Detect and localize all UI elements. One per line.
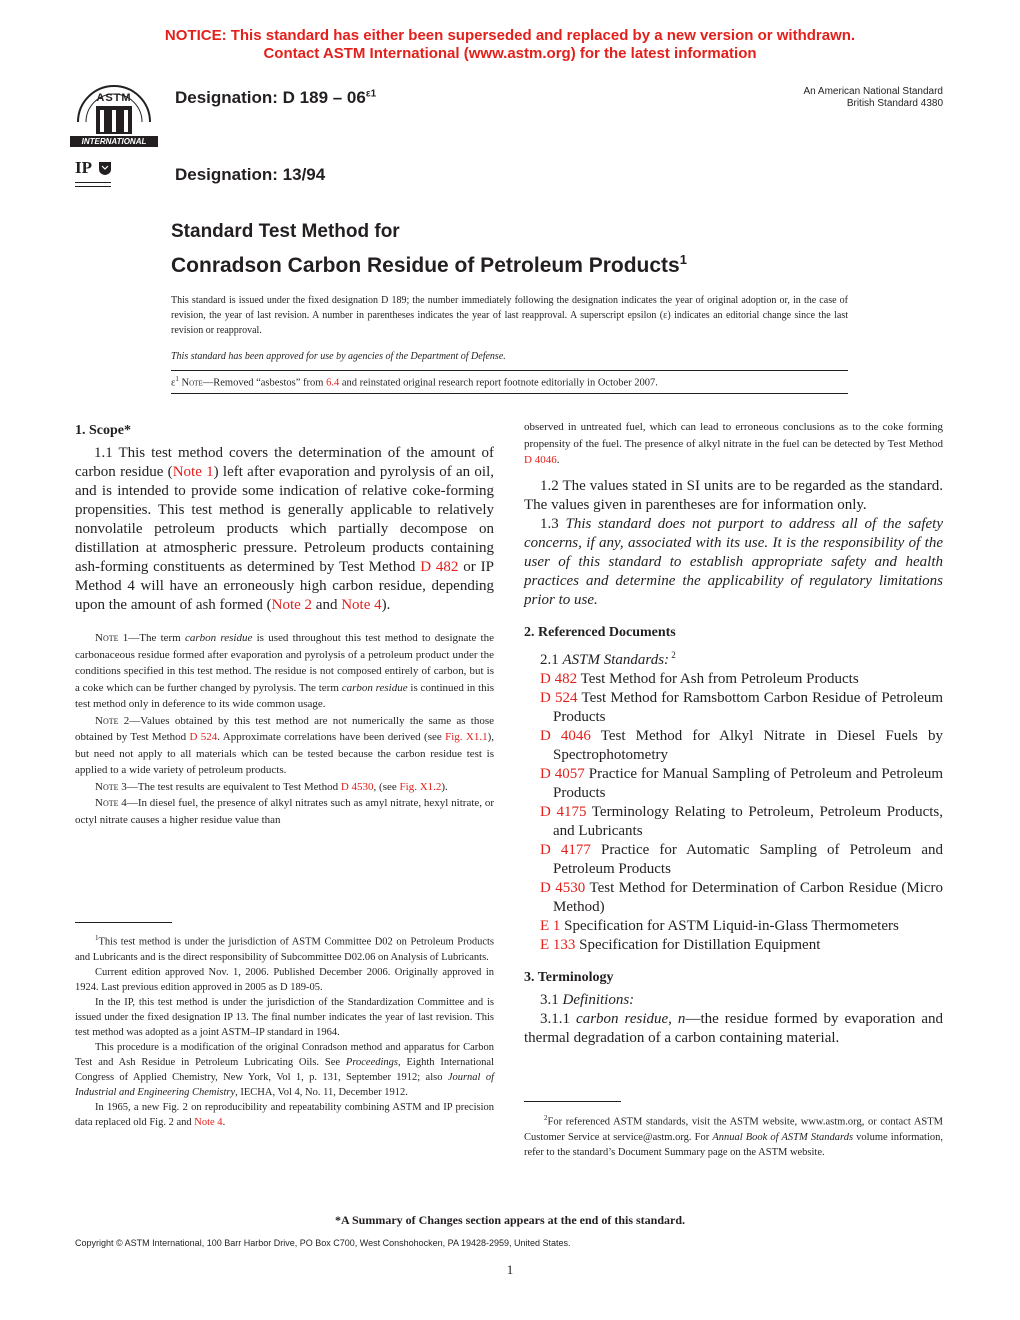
designation-text: Designation: D 189 – 06 — [175, 88, 366, 107]
terminology-3-1-num: 3.1 — [540, 991, 563, 1008]
ref-link-d4530[interactable]: D 4530 — [540, 879, 586, 896]
ref-text-d4057: Practice for Manual Sampling of Petroleum and Petroleum Products — [553, 765, 943, 801]
note-3-text-b: , (see — [373, 780, 400, 793]
ref-link-e1[interactable]: E 1 — [540, 917, 561, 934]
note-1 — [75, 630, 494, 713]
right-column — [524, 419, 943, 1048]
ref-link-d482[interactable]: D 482 — [540, 670, 578, 687]
note-2 — [75, 713, 494, 779]
footnote-1-p2: Current edition approved Nov. 1, 2006. Published December 2006. Originally approved in 1924. Last previous edition approved in 2005 as D 189-05. — [75, 966, 494, 993]
note-2-label: Note 2 — [95, 714, 130, 727]
title-line-2-text: Conradson Carbon Residue of Petroleum Products — [171, 254, 680, 277]
ref-item — [540, 841, 943, 879]
epsilon-symbol: ε — [171, 377, 176, 389]
footnote-1-p1 — [75, 931, 494, 965]
note-4 — [75, 795, 494, 828]
ref-item — [540, 727, 943, 765]
document-title — [171, 218, 687, 280]
ref-link-e133[interactable]: E 133 — [540, 936, 576, 953]
terminology-heading: 3. Terminology — [524, 969, 614, 985]
footnote-1-p5-b: . — [222, 1116, 226, 1128]
terminology-def-num: 3.1.1 — [540, 1010, 577, 1027]
note-3-text-a: —The test results are equivalent to Test Method — [126, 780, 341, 793]
link-fig-x1-1[interactable]: Fig. X1.1 — [445, 731, 488, 743]
note-3 — [75, 779, 494, 796]
footnote-2-text-a: For referenced ASTM standards, visit the ASTM website, www.astm.org, or contact ASTM Customer Service at service@astm.org. For — [524, 1116, 943, 1143]
editorial-note — [171, 370, 848, 394]
footnote-2-sup: 2 — [544, 1114, 548, 1122]
title-line-1: Standard Test Method for — [171, 221, 400, 242]
astm-logo-text: ASTM — [96, 92, 132, 104]
ip-logo-rule-2 — [75, 186, 111, 187]
references-2-1-label: ASTM Standards: — [562, 651, 670, 668]
scope-1-3-num: 1.3 — [540, 515, 566, 532]
ref-text-d482: Test Method for Ash from Petroleum Products — [577, 670, 859, 687]
footnote-1-p5 — [75, 1100, 494, 1130]
ip-logo-text: IP — [75, 158, 92, 177]
footnote-1-p4-a: This procedure is a modification of the original Conradson method and apparatus for Carbon Test and Ash Residue in Petroleum Lubricating Oils. See — [75, 1041, 494, 1068]
footnote-1-sup: 1 — [95, 934, 99, 942]
astm-logo — [66, 76, 162, 148]
link-d4046-note[interactable]: D 4046 — [524, 454, 557, 466]
link-d524-note[interactable]: D 524 — [189, 731, 218, 743]
ip-shield-icon — [98, 161, 112, 176]
footnote-1 — [75, 931, 494, 1130]
ip-logo — [75, 158, 115, 194]
ref-text-d4175: Terminology Relating to Petroleum, Petroleum Products, and Lubricants — [553, 803, 943, 839]
footnote-rule-left — [75, 922, 172, 923]
scope-1-1-text-c: or IP Method 4 will have an erroneously high carbon residue, depending upon the amount of ash formed ( — [75, 559, 494, 613]
scope-1-1-text-b: ) left after evaporation and pyrolysis of an oil, and is intended to provide some indication of relative coke-forming propensities. This test method is generally applicable to relatively nonvolatile petroleum products which partially decompose on distillation at atmospheric pressure. Petroleum products containing ash-forming constituents as determined by Test Method — [75, 464, 494, 575]
ref-text-d4530: Test Method for Determination of Carbon Residue (Micro Method) — [553, 879, 943, 915]
terminology-3-1-label: Definitions: — [562, 991, 635, 1008]
note-2-text-c: ), but need not apply to all materials which can be tested because the carbon residue test is applied to a wide variety of petroleum products. — [75, 731, 495, 776]
footnote-rule-right — [524, 1101, 621, 1102]
note-4-text-a: —In diesel fuel, the presence of alkyl nitrates such as amyl nitrate, hexyl nitrate, or octyl nitrate causes a higher residue value than — [75, 797, 494, 826]
note-3-label: Note 3 — [95, 780, 127, 793]
footnote-2 — [524, 1111, 943, 1160]
ref-item — [540, 803, 943, 841]
link-6-4[interactable]: 6.4 — [326, 377, 340, 389]
scope-1-1-end: ). — [381, 597, 391, 613]
link-note-4[interactable]: Note 4 — [341, 597, 382, 613]
notice-banner — [0, 27, 1020, 63]
note-4-cont-text: observed in untreated fuel, which can lead to erroneous conclusions as to the coke forming propensity of the fuel. The presence of alkyl nitrate in the fuel can be detected by Test Method — [524, 421, 943, 450]
ref-item — [540, 689, 943, 727]
editorial-note-text-b: and reinstated original research report footnote editorially in October 2007. — [339, 377, 658, 389]
note-2-text-a: —Values obtained by this test method are not numerically the same as those obtained by Test Method — [75, 714, 494, 743]
editorial-note-label: Note— — [178, 377, 214, 389]
footnote-1-p4-c: , IECHA, Vol 4, No. 11, December 1912. — [235, 1086, 408, 1098]
copyright: Copyright © ASTM International, 100 Barr Harbor Drive, PO Box C700, West Conshohocken, PA 19428-2959, United States. — [75, 1238, 571, 1248]
scope-1-2: 1.2 The values stated in SI units are to be regarded as the standard. The values given in parentheses are for information only. — [524, 477, 943, 513]
footnote-1-p4-proceedings: Proceedings — [345, 1056, 399, 1068]
footnote-2-text-b: volume information, refer to the standard’s Document Summary page on the ASTM website. — [524, 1131, 943, 1158]
note-3-text-c: ). — [441, 780, 448, 793]
page-number: 1 — [506, 1262, 514, 1277]
ref-item — [540, 670, 943, 689]
ref-item — [540, 765, 943, 803]
scope-1-3 — [524, 515, 943, 610]
national-standard — [803, 86, 943, 110]
designation-sup: ε1 — [365, 88, 377, 100]
left-column — [75, 421, 494, 828]
ref-text-e133: Specification for Distillation Equipment — [575, 936, 821, 953]
ip-designation: Designation: 13/94 — [175, 165, 326, 184]
notice-line-2: Contact ASTM International (www.astm.org) for the latest information — [263, 45, 757, 62]
terminology-def-text: —the residue formed by evaporation and thermal degradation of a carbon containing material. — [524, 1010, 943, 1046]
ref-item — [540, 917, 943, 936]
astm-designation — [175, 88, 376, 108]
ref-text-d524: Test Method for Ramsbottom Carbon Residue of Petroleum Products — [553, 689, 943, 725]
title-footnote-ref: 1 — [679, 252, 687, 267]
ref-link-d4175[interactable]: D 4175 — [540, 803, 587, 820]
scope-1-1 — [75, 444, 494, 615]
summary-of-changes-note: *A Summary of Changes section appears at the end of this standard. — [334, 1213, 686, 1227]
link-note-1[interactable]: Note 1 — [172, 464, 214, 480]
footnote-2-book: Annual Book of ASTM Standards — [712, 1131, 854, 1143]
note-1-label: Note 1 — [95, 632, 129, 644]
link-note-2[interactable]: Note 2 — [271, 597, 313, 613]
american-national-standard: An American National Standard — [803, 86, 943, 97]
references-footnote-ref: 2 — [669, 649, 676, 660]
footnote-1-p4-journal: Journal of Industrial and Engineering Chemistry — [75, 1071, 494, 1098]
editorial-note-text-a: Removed “asbestos” from — [213, 377, 327, 389]
note-2-text-b: . Approximate correlations have been derived (see — [217, 731, 446, 743]
references-2-1-num: 2.1 — [540, 651, 563, 668]
dod-approval: This standard has been approved for use by agencies of the Department of Defense. — [171, 351, 506, 362]
title-line-2 — [171, 246, 687, 280]
footnote-1-p3: In the IP, this test method is under the jurisdiction of the Standardization Committee and is issued under the fixed designation IP 13. The final number indicates the year of last revision. This test method was adopted as a joint ASTM–IP standard in 1964. — [75, 996, 494, 1038]
ref-link-d4046[interactable]: D 4046 — [540, 727, 591, 744]
ip-logo-rule — [75, 182, 111, 183]
scope-1-1-text-a: This test method covers the determination of the amount of carbon residue ( — [75, 445, 494, 480]
link-note-4-footnote[interactable]: Note 4 — [194, 1116, 223, 1128]
ref-link-d4177[interactable]: D 4177 — [540, 841, 591, 858]
note-1-term: carbon residue — [184, 632, 253, 644]
ref-link-d4057[interactable]: D 4057 — [540, 765, 585, 782]
footnote-1-p4 — [75, 1040, 494, 1100]
references-list — [524, 670, 943, 955]
link-d4530-note[interactable]: D 4530 — [340, 780, 374, 793]
british-standard: British Standard 4380 — [846, 98, 943, 109]
note-1-term-2: carbon residue — [341, 681, 408, 694]
preamble — [171, 293, 848, 364]
scope-1-3-text: This standard does not purport to address all of the safety concerns, if any, associated with its use. It is the responsibility of the user of this standard to establish appropriate safety and health practices and determine the applicability of regulatory limitations prior to use. — [524, 515, 944, 608]
preamble-text: This standard is issued under the fixed designation D 189; the number immediately following the designation indicates the year of original adoption or, in the case of revision, the year of last revision. A number in parentheses indicates the year of last reapproval. A superscript epsilon (ε) indicates an editorial change since the last revision or reapproval. — [171, 295, 848, 336]
footnote-2-p — [524, 1111, 943, 1160]
references-2-1 — [524, 646, 943, 670]
ref-text-d4046: Test Method for Alkyl Nitrate in Diesel Fuels by Spectrophotometry — [553, 727, 943, 763]
ref-text-d4177: Practice for Automatic Sampling of Petroleum and Petroleum Products — [553, 841, 943, 877]
footnote-1-p4-b: , Eighth International Congress of Applied Chemistry, New York, Vol 1, p. 131, September 1912; also — [75, 1056, 494, 1083]
terminology-3-1-1 — [524, 1010, 943, 1048]
notice-line-1: NOTICE: This standard has either been superseded and replaced by a new version or withdrawn. — [164, 27, 856, 44]
notes-block — [75, 630, 494, 828]
link-fig-x1-2[interactable]: Fig. X1.2 — [399, 780, 442, 793]
footnote-1-p5-a: In 1965, a new Fig. 2 on reproducibility and repeatability combining ASTM and IP precision data replaced old Fig. 2 and — [75, 1101, 494, 1128]
link-d482[interactable]: D 482 — [420, 559, 459, 575]
note-4-continued — [524, 419, 943, 469]
ref-text-e1: Specification for ASTM Liquid-in-Glass Thermometers — [560, 917, 899, 934]
terminology-3-1 — [524, 991, 943, 1010]
ref-item — [540, 936, 943, 955]
terminology-def-term: carbon residue, n — [576, 1010, 686, 1027]
note-4-label: Note 4 — [95, 797, 127, 809]
references-heading: 2. Referenced Documents — [524, 624, 676, 640]
note-4-cont-end: . — [556, 454, 560, 466]
note-1-text-c: is continued in this test method only in deference to its wide common usage. — [75, 681, 494, 710]
ref-link-d524[interactable]: D 524 — [540, 689, 578, 706]
footnote-1-text: This test method is under the jurisdiction of ASTM Committee D02 on Petroleum Products and Lubricants and is the direct responsibility of Subcommittee D02.06 on Analysis of Lubricants. — [75, 936, 494, 963]
scope-heading: 1. Scope* — [75, 423, 131, 438]
astm-logo-international: INTERNATIONAL — [81, 137, 147, 146]
note-1-text-a: —The term — [128, 632, 185, 644]
note-1-text-b: is used throughout this test method to designate the carbonaceous residue formed after evaporation and pyrolysis of a petroleum product under the conditions specified in this test method. The residue is not composed entirely of carbon, but is a coke which can be further changed by pyrolysis. The term — [75, 632, 495, 694]
scope-1-1-and: and — [312, 597, 342, 613]
ref-item — [540, 879, 943, 917]
epsilon-sup: 1 — [175, 375, 179, 383]
scope-1-1-num: 1.1 — [94, 445, 113, 461]
